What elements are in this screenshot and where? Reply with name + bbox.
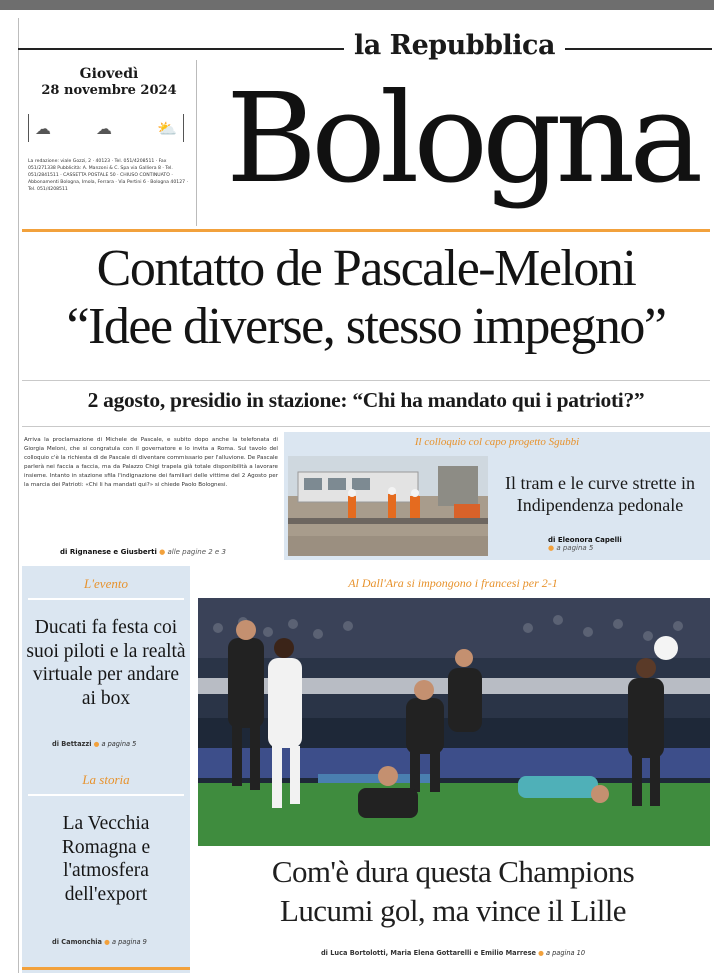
tram-story-box[interactable]	[284, 432, 710, 560]
sidebar-rule	[28, 794, 184, 796]
evento-kicker: L'evento	[84, 576, 128, 591]
storia-byline	[52, 938, 147, 946]
left-sidebar	[22, 566, 190, 973]
tram-title: Il tram e le curve strette in Indipendenza pedonale	[505, 473, 695, 515]
tram-byline	[548, 536, 622, 552]
tram-kicker: Il colloquio col capo progetto Sgubbi	[414, 436, 580, 448]
dot-icon: ●	[548, 544, 557, 552]
storia-kicker: La storia	[82, 772, 130, 787]
headline-line-1: Contatto de Pascale-Meloni	[96, 240, 636, 297]
tram-byline-page: a pagina 5	[556, 544, 594, 552]
date-full: 28 novembre 2024	[41, 83, 177, 98]
lead-article-text: Arriva la proclamazione di Michele de Pascale, e subito dopo anche la telefonata di Giorgia Meloni, che si congratula con il governatore e lo invita a Roma. Sul tavolo del colloquio c'è la richiesta di de Pascale di diventare commissario per l'alluvione. De Pascale parlerà nei faccia a faccia, ma da Palazzo Chigi trapela già totale disponibilità a lavorare insieme. Intanto in stazione sfila l'indignazione dei familiari delle vittime del 2 Agosto per la marcia dei Patrioti: «Chi li ha mandati qui?» si chiede Paolo Bolognesi.	[24, 437, 278, 488]
lead-byline	[60, 548, 226, 556]
dot-icon: ●	[538, 949, 546, 957]
city-title: Bologna	[226, 67, 698, 211]
evento-page: a pagina 5	[101, 740, 137, 748]
sidebar-rule	[28, 598, 184, 600]
masthead-divider	[196, 60, 197, 226]
main-headline[interactable]	[22, 240, 710, 356]
sport-byline	[196, 949, 710, 957]
lead-byline-authors: di Rignanese e Giusberti	[60, 548, 157, 556]
date-box	[24, 66, 194, 98]
redazione-info: La redazione: viale Gozzi, 2 · 40123 · Tel. 051/4208511 · Fax 051/271338 Pubblicità: A. Manzoni & C. Spa via Galliera 8 · Tel. 051/2841511 · CASSETTA POSTALE 50 · CHIUSO CONTINUATO · Abbonamenti Bologna, Imola, Ferrara · Via Pertini 6 · Bologna 40127 · Tel. 051/4208511	[28, 159, 188, 192]
sport-byline-page: a pagina 10	[545, 949, 586, 957]
cloud-icon: ☁	[96, 118, 113, 138]
cloud-icon: ☁	[35, 118, 51, 138]
headline-rule	[22, 380, 710, 381]
subheadline[interactable]: 2 agosto, presidio in stazione: “Chi ha mandato qui i patrioti?”	[87, 388, 645, 412]
sport-byline-authors: di Luca Bortolotti, Maria Elena Gottarelli e Emilio Marrese	[320, 949, 536, 957]
date-day: Giovedì	[79, 66, 139, 82]
lead-byline-pages: alle pagine 2 e 3	[167, 548, 226, 556]
weather-strip	[28, 114, 184, 142]
headline-line-2: “Idee diverse, stesso impegno”	[66, 298, 666, 355]
masthead-orange-rule	[22, 229, 710, 232]
subhead-rule	[22, 426, 710, 427]
dot-icon: ●	[104, 938, 112, 946]
evento-byline	[52, 740, 136, 748]
dot-icon: ●	[93, 740, 102, 748]
sun-cloud-icon: ⛅	[157, 118, 177, 138]
sport-title-line-2: Lucumi gol, ma vince il Lille	[280, 893, 626, 928]
tram-worksite-photo	[288, 456, 488, 556]
evento-title[interactable]: Ducati fa festa coi suoi piloti e la realtà virtuale per andare ai box	[26, 617, 186, 709]
storia-author: di Camonchia	[52, 938, 102, 946]
sport-headline[interactable]	[196, 852, 710, 930]
tram-byline-author: di Eleonora Capelli	[548, 536, 622, 544]
sidebar-orange-rule	[22, 967, 190, 970]
storia-page: a pagina 9	[111, 938, 147, 946]
sport-title-line-1: Com'è dura questa Champions	[271, 854, 635, 889]
football-match-photo[interactable]	[198, 598, 710, 846]
evento-author: di Bettazzi	[52, 740, 92, 748]
top-bar	[0, 0, 714, 10]
dot-icon: ●	[159, 548, 168, 556]
storia-title[interactable]: La Vecchia Romagna e l'atmosfera dell'export	[61, 813, 151, 905]
sport-kicker: Al Dall'Ara si impongono i francesi per 2-1	[348, 576, 558, 590]
brand-logo[interactable]: la Repubblica	[344, 30, 565, 61]
